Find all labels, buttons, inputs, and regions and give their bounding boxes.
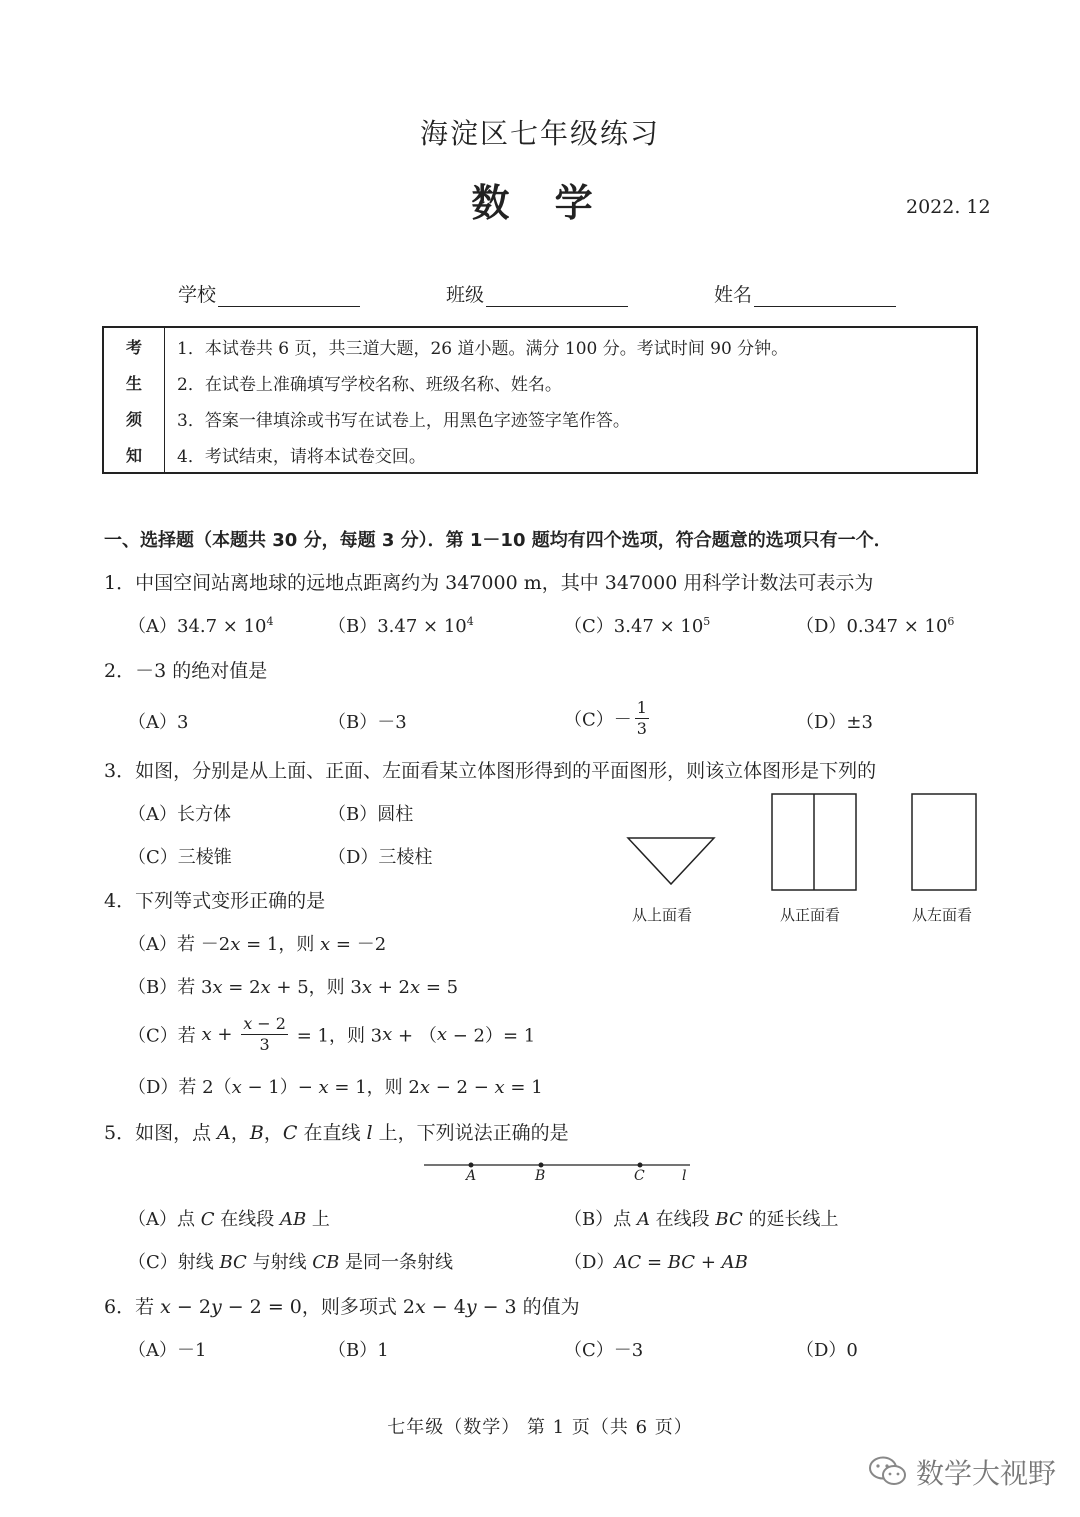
page-footer: 七年级（数学） 第 1 页（共 6 页） (387, 1417, 693, 1438)
subject-title: 数 学 (471, 181, 609, 225)
school-field (178, 280, 360, 307)
q4-option-d: （D）若 2（x − 1）− x = 1，则 2x − 2 − x = 1 (128, 1077, 543, 1098)
notice-row (103, 400, 977, 436)
line-l-figure (420, 1156, 700, 1170)
notice-row (103, 436, 977, 473)
q3-option-b: （B）圆柱 (328, 804, 414, 825)
wechat-icon (868, 1455, 908, 1489)
q2-option-b: （B）－3 (328, 712, 407, 733)
q6-option-b: （B）1 (328, 1340, 389, 1361)
q1-option-b: $(B)3.47 \times 10^4$ (328, 615, 474, 637)
class-field (446, 280, 628, 307)
notice-row (103, 364, 977, 400)
point-b (539, 1163, 544, 1168)
name-label: 姓名 (714, 284, 753, 306)
label-point-b: B (535, 1168, 546, 1184)
exam-date: 2022. 12 (906, 196, 991, 218)
notice-item: 3．答案一律填涂或书写在试卷上，用黑色字迹签字笔作答。 (177, 410, 630, 431)
notice-item: 2．在试卷上准确填写学校名称、班级名称、姓名。 (177, 374, 562, 395)
notice-side-char: 生 (103, 364, 165, 400)
caption-front-view: 从正面看 (780, 906, 841, 924)
class-label: 班级 (446, 284, 485, 306)
q3-option-a: （A）长方体 (128, 804, 231, 825)
q1-option-d: $(D)0.347 \times 10^6$ (796, 615, 955, 637)
q6-option-c: （C）－3 (564, 1340, 644, 1361)
left-view-rect (912, 794, 976, 890)
fraction: $\frac{1}{3}$ (636, 698, 647, 738)
notice-item: 4．考试结束，请将本试卷交回。 (177, 446, 426, 467)
q5-option-c: （C）射线 BC 与射线 CB 是同一条射线 (128, 1252, 454, 1273)
class-input-line[interactable] (486, 286, 628, 307)
notice-row (103, 327, 977, 364)
notice-side-char: 须 (103, 400, 165, 436)
exam-notice-table (102, 326, 978, 474)
name-field (714, 280, 896, 307)
q5-option-d: （D）AC = BC + AB (564, 1252, 748, 1273)
q6-option-a: （A）－1 (128, 1340, 207, 1361)
fraction: $\frac{x - 2}{3}$ (243, 1014, 286, 1054)
q5-option-a: （A）点 C 在线段 AB 上 (128, 1209, 330, 1230)
exam-title: 海淀区七年级练习 (419, 117, 660, 150)
label-point-a: A (466, 1168, 477, 1184)
section-heading: 一、选择题（本题共 30 分，每题 3 分）．第 1－10 题均有四个选项，符合题意的选项只有一个． (104, 530, 892, 551)
q1-option-c: $(C)3.47 \times 10^5$ (564, 615, 711, 637)
point-a (469, 1163, 474, 1168)
q4-option-a: （A）若 －2x = 1，则 x = －2 (128, 934, 387, 955)
question-3-stem: 3．如图，分别是从上面、正面、左面看某立体图形得到的平面图形，则该立体图形是下列的 (104, 760, 877, 782)
label-point-c: C (634, 1168, 645, 1184)
notice-item: 1．本试卷共 6 页，共三道大题，26 道小题。满分 100 分。考试时间 90 分钟。 (177, 338, 789, 359)
point-c (638, 1163, 643, 1168)
q3-option-c: （C）三棱锥 (128, 847, 232, 868)
q2-option-c: （C）－ $\frac{1}{3}$ (564, 698, 647, 738)
q6-option-d: （D）0 (796, 1340, 858, 1361)
label-line-l: l (682, 1168, 687, 1184)
q3-option-d: （D）三棱柱 (328, 847, 433, 868)
q2-option-d: （D）±3 (796, 712, 873, 733)
notice-side-char: 知 (103, 436, 165, 473)
notice-side-char: 考 (103, 327, 165, 364)
watermark (868, 1452, 1056, 1492)
q2-option-a: （A）3 (128, 712, 189, 733)
question-5-stem: 5．如图，点 A，B，C 在直线 l 上，下列说法正确的是 (104, 1122, 569, 1144)
question-2-stem: 2．－3 的绝对值是 (104, 660, 268, 682)
watermark-text: 数学大视野 (916, 1457, 1057, 1490)
school-input-line[interactable] (218, 286, 360, 307)
question-6-stem: 6．若 x − 2y − 2 = 0，则多项式 2x − 4y − 3 的值为 (104, 1296, 580, 1318)
three-views-figure (620, 790, 990, 900)
school-label: 学校 (178, 284, 217, 306)
top-view-triangle (628, 838, 714, 884)
caption-top-view: 从上面看 (632, 906, 693, 924)
q1-option-a: $(A)34.7 \times 10^4$ (128, 615, 274, 637)
question-4-stem: 4．下列等式变形正确的是 (104, 890, 326, 912)
caption-left-view: 从左面看 (912, 906, 973, 924)
q5-option-b: （B）点 A 在线段 BC 的延长线上 (564, 1209, 839, 1230)
name-input-line[interactable] (754, 286, 896, 307)
q4-option-b: （B）若 3x = 2x + 5，则 3x + 2x = 5 (128, 977, 459, 998)
question-1-stem: 1．中国空间站离地球的远地点距离约为 347000 m，其中 347000 用科学计数法可表示为 (104, 572, 874, 594)
q4-option-c: （C）若 x + $\frac{x - 2}{3}$ = 1，则 3x + （x − 2）= 1 (128, 1014, 536, 1054)
